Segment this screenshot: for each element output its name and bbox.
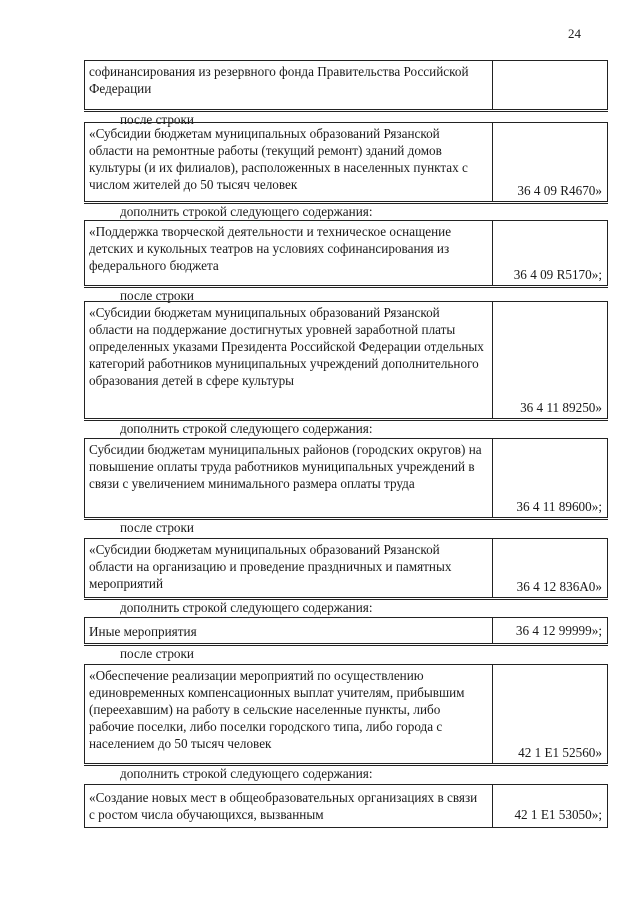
instruction-text: после строки xyxy=(84,111,608,124)
instruction-text: после строки xyxy=(84,287,608,301)
row-description: Иные мероприятия xyxy=(85,618,493,643)
row-description: Субсидии бюджетам муниципальных районов (городских округов) на повышение оплаты труда работников муниципальных учреждений в связи с увеличением минимального размера оплаты труда xyxy=(85,439,493,517)
table-row xyxy=(84,538,608,598)
row-description: «Субсидии бюджетам муниципальных образований Рязанской области на организацию и проведение праздничных и памятных мероприятий xyxy=(85,539,493,597)
row-description: софинансирования из резервного фонда Правительства Российской Федерации xyxy=(85,61,493,109)
row-description: «Поддержка творческой деятельности и техническое оснащение детских и кукольных театров на условиях софинансирования из федерального бюджета xyxy=(85,221,493,285)
table-row xyxy=(84,60,608,110)
row-description: «Субсидии бюджетам муниципальных образований Рязанской области на ремонтные работы (текущий ремонт) зданий домов культуры (и их филиалов), расположенных в населенных пунктах с числом жителей до 50 тысяч человек xyxy=(85,123,493,201)
row-code: 36 4 09 R4670» xyxy=(517,183,602,198)
row-code xyxy=(493,107,607,109)
table-row xyxy=(84,664,608,764)
page-number: 24 xyxy=(568,26,581,41)
row-description: «Обеспечение реализации мероприятий по осуществлению единовременных компенсационных выплат учителям, прибывшим (переехавшим) на работу в сельские населенные пункты, либо рабочие поселки, либо поселки городского типа, либо города с населением до 50 тысяч человек xyxy=(85,665,493,763)
row-description: «Создание новых мест в общеобразовательных организациях в связи с ростом числа обучающихся, вызванным xyxy=(85,785,493,827)
instruction-text: после строки xyxy=(84,645,608,661)
row-code: 36 4 09 R5170»; xyxy=(513,267,602,282)
table-row xyxy=(84,617,608,644)
table-row xyxy=(84,784,608,828)
row-code: 36 4 11 89250» xyxy=(520,400,602,415)
row-code: 42 1 Е1 52560» xyxy=(518,745,602,760)
row-code: 36 4 12 836А0» xyxy=(516,579,602,594)
instruction-text: дополнить строкой следующего содержания: xyxy=(84,420,608,436)
table-row xyxy=(84,220,608,286)
row-code: 42 1 Е1 53050»; xyxy=(514,807,602,822)
instruction-text: дополнить строкой следующего содержания: xyxy=(84,765,608,781)
table-row xyxy=(84,301,608,419)
instruction-text: дополнить строкой следующего содержания: xyxy=(84,599,608,615)
instruction-text: дополнить строкой следующего содержания: xyxy=(84,203,608,219)
row-code: 36 4 12 99999»; xyxy=(515,623,602,638)
row-code: 36 4 11 89600»; xyxy=(516,499,602,514)
table-row xyxy=(84,438,608,518)
table-row xyxy=(84,122,608,202)
row-description: «Субсидии бюджетам муниципальных образований Рязанской области на поддержание достигнутых уровней заработной платы определенных указами Президента Российской Федерации отдельных категорий работников муниципальных учреждений дополнительного образования детей в сфере культуры xyxy=(85,302,493,418)
instruction-text: после строки xyxy=(84,519,608,535)
